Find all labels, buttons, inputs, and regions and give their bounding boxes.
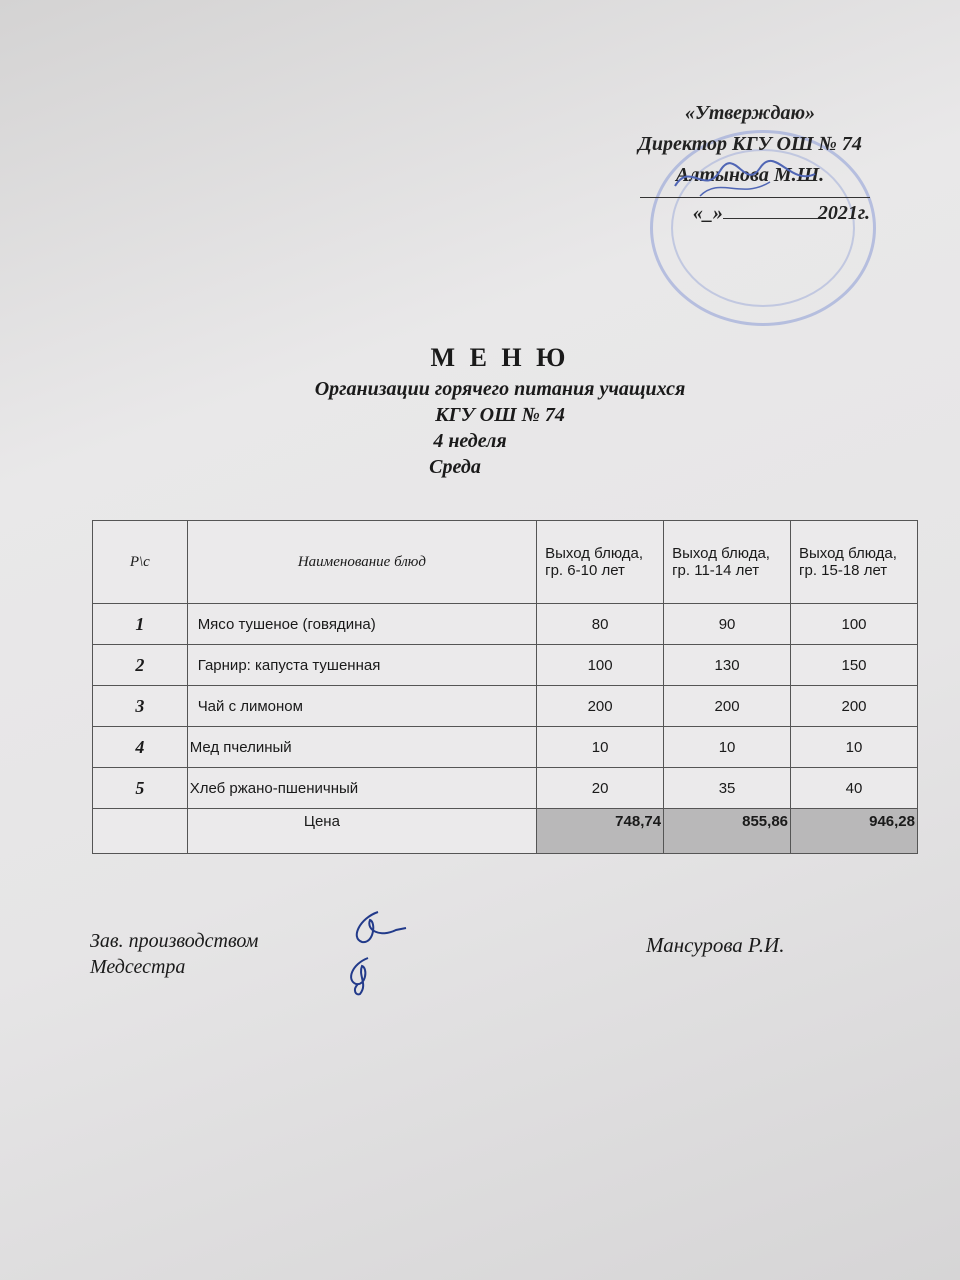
week-label: 4 неделя: [433, 430, 507, 452]
day-label: Среда: [429, 456, 481, 478]
price-11-14: 855,86: [664, 809, 791, 854]
menu-heading: [200, 340, 800, 480]
production-head-signature: [340, 908, 410, 952]
row-out-15-18: 40: [791, 768, 918, 809]
price-label: Цена: [187, 809, 536, 854]
price-row: [93, 809, 918, 854]
row-out-15-18: 200: [791, 686, 918, 727]
row-dish: Гарнир: капуста тушенная: [187, 645, 536, 686]
price-6-10: 748,74: [537, 809, 664, 854]
menu-table: [92, 520, 918, 854]
header-num: Р\с: [93, 521, 188, 604]
signatory-name: Мансурова Р.И.: [646, 933, 785, 957]
header-out-6-10: Выход блюда, гр. 6-10 лет: [537, 521, 664, 604]
row-out-11-14: 200: [664, 686, 791, 727]
row-dish: Мясо тушеное (говядина): [187, 604, 536, 645]
row-num: 3: [93, 686, 188, 727]
row-out-15-18: 150: [791, 645, 918, 686]
date-year: 2021г.: [817, 202, 870, 224]
row-out-6-10: 100: [537, 645, 664, 686]
approval-block: [560, 98, 940, 229]
row-dish: Чай с лимоном: [187, 686, 536, 727]
school-name: КГУ ОШ № 74: [435, 404, 565, 426]
row-dish: Хлеб ржано-пшеничный: [187, 768, 536, 809]
director-name: Алтынова М.Ш.: [675, 164, 825, 186]
header-name: Наименование блюд: [187, 521, 536, 604]
row-dish: Мед пчелиный: [187, 727, 536, 768]
header-out-11-14: Выход блюда, гр. 11-14 лет: [664, 521, 791, 604]
row-out-11-14: 90: [664, 604, 791, 645]
table-row: [93, 727, 918, 768]
date-open-quote: «: [692, 202, 703, 224]
nurse-signature: [338, 954, 388, 998]
row-out-6-10: 80: [537, 604, 664, 645]
row-out-6-10: 20: [537, 768, 664, 809]
price-row-empty: [93, 809, 188, 854]
row-out-6-10: 200: [537, 686, 664, 727]
nurse-label: Медсестра: [90, 956, 186, 978]
approve-label: «Утверждаю»: [684, 102, 816, 124]
table-row: [93, 768, 918, 809]
row-num: 5: [93, 768, 188, 809]
row-num: 1: [93, 604, 188, 645]
table-row: [93, 645, 918, 686]
row-out-11-14: 130: [664, 645, 791, 686]
row-out-6-10: 10: [537, 727, 664, 768]
table-header-row: [93, 521, 918, 604]
signatory-roles: [90, 928, 258, 980]
row-out-11-14: 35: [664, 768, 791, 809]
row-num: 4: [93, 727, 188, 768]
price-15-18: 946,28: [791, 809, 918, 854]
production-head-label: Зав. производством: [90, 930, 259, 952]
row-num: 2: [93, 645, 188, 686]
row-out-15-18: 100: [791, 604, 918, 645]
director-title: Директор КГУ ОШ № 74: [638, 133, 862, 155]
menu-subtitle: Организации горячего питания учащихся: [314, 378, 686, 400]
menu-title: М Е Н Ю: [430, 343, 570, 372]
row-out-11-14: 10: [664, 727, 791, 768]
director-signature: [670, 156, 820, 204]
header-out-15-18: Выход блюда, гр. 15-18 лет: [791, 521, 918, 604]
table-row: [93, 604, 918, 645]
row-out-15-18: 10: [791, 727, 918, 768]
table-row: [93, 686, 918, 727]
date-day: _»: [702, 202, 723, 224]
